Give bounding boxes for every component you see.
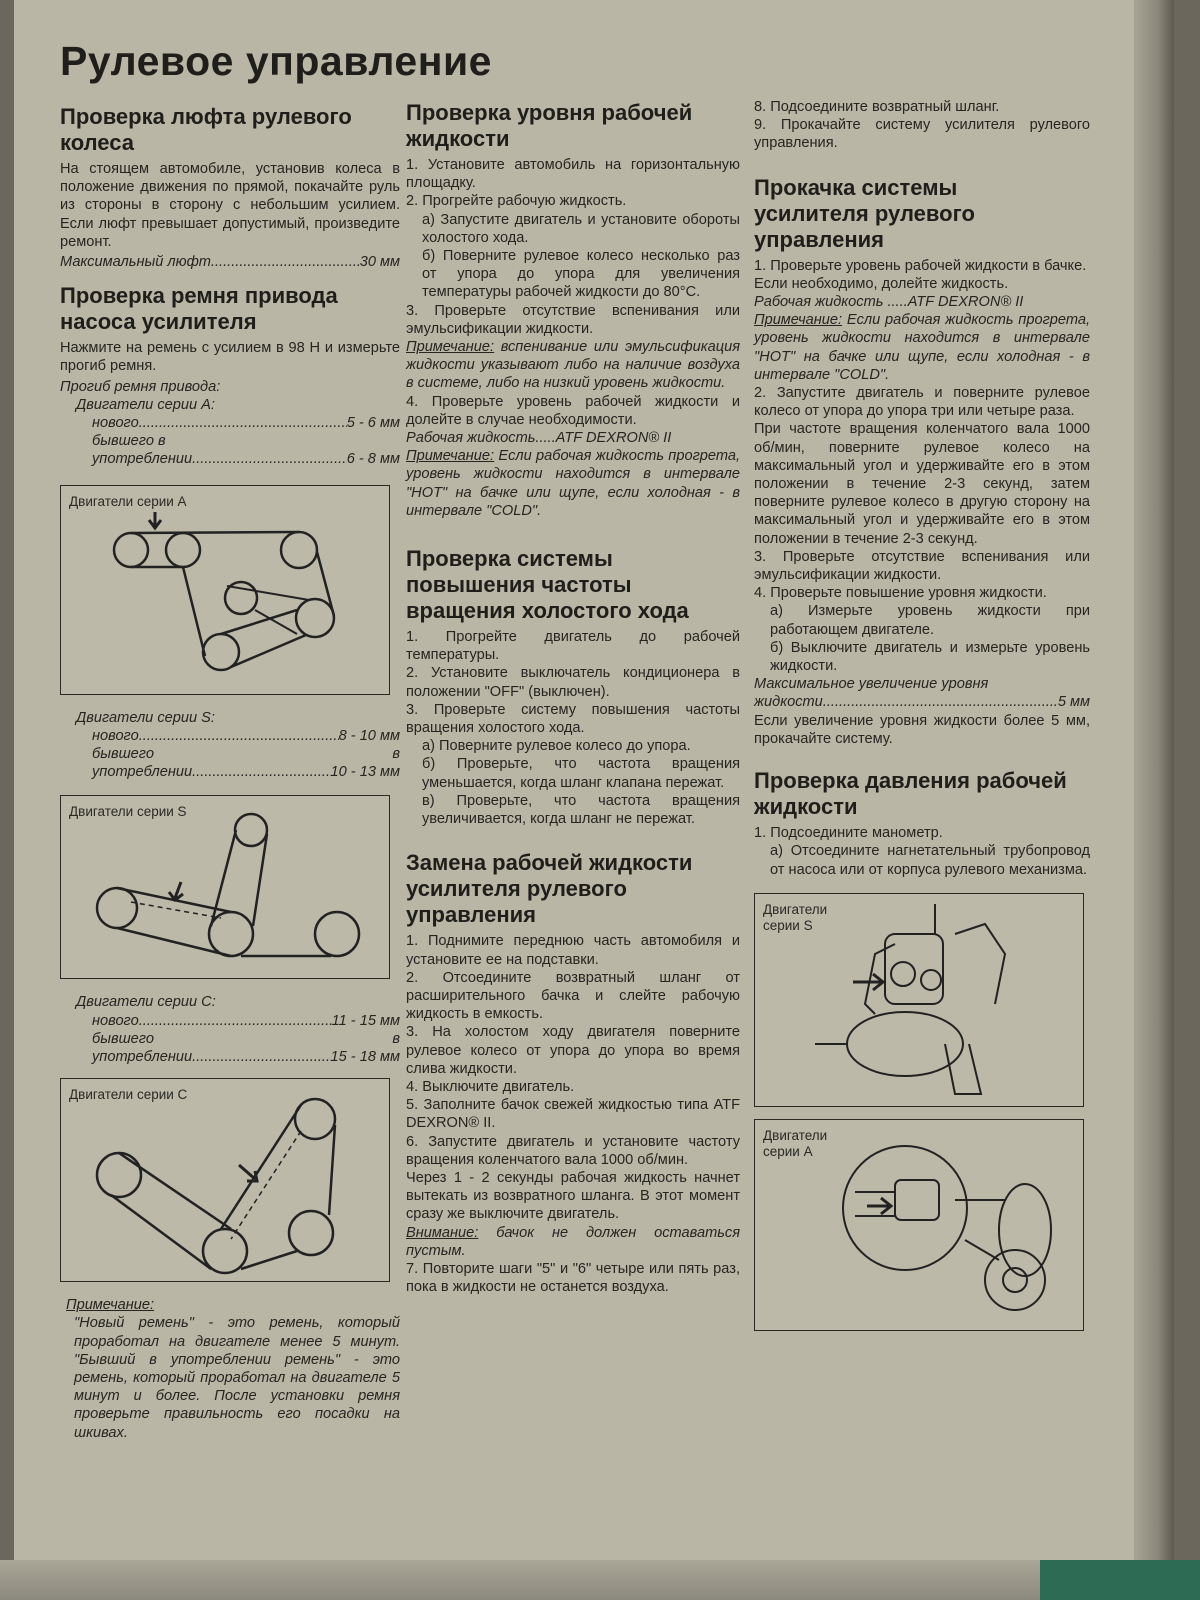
figure-label: Двигатели серии A [69,493,187,509]
belt-drawing [61,1079,389,1281]
spec-label: бывшего [92,1030,154,1047]
belt-diagram-s [60,795,390,979]
note-heading: Примечание: [406,339,495,356]
section-heading: Проверка люфта рулевого колеса [60,104,352,155]
belt-drawing [61,486,389,694]
figure-label-line: серии S [763,917,813,933]
spec-label: нового [92,1012,139,1029]
spec-row [60,450,400,468]
paragraph: 5. Заполните бачок свежей жидкостью типа ATF DEXRON® II. [406,1097,740,1132]
spec-label: Максимальное увеличение уровня [754,676,989,693]
figure-label: Двигатели серии S [69,804,187,820]
column-2 [406,100,740,1296]
paragraph: На стоящем автомобиле, установив колеса в положение движения по прямой, покачайте руль из стороны в сторону с небольшим усилием. Если люфт превышает допустимый, произведите ремонт. [60,161,400,250]
spec-label: жидкости [754,694,823,711]
paragraph: 6. Запустите двигатель и установите частоту вращения коленчатого вала 1000 об/мин. [406,1133,740,1168]
paragraph: Если увеличение уровня жидкости более 5 мм, прокачайте систему. [754,712,1090,747]
paragraph: 8. Подсоедините возвратный шланг. [754,99,1000,115]
spec-label: употреблении [92,764,193,781]
spec-row [60,1030,400,1048]
figure-label-line: Двигатели [763,901,828,917]
paragraph: 4. Выключите двигатель. [406,1078,575,1095]
spec-value: 10 - 13 мм [330,764,400,781]
spec-label: бывшего в [92,433,166,450]
spec-label: бывшего [92,746,154,763]
spec-label: в [392,746,400,763]
paragraph: 1. Поднимите переднюю часть автомобиля и установите ее на подставки. [406,933,740,968]
spec-label: Максимальный люфт [60,254,211,271]
note-heading: Примечание: [754,312,843,329]
paragraph: а) Отсоедините нагнетательный трубопровод от насоса или от корпуса рулевого механизма. [770,843,1090,878]
spec-value: 5 мм [1057,694,1090,711]
paragraph: 1. Подсоедините манометр. [754,825,943,842]
section-heading: Прокачка системы усилителя рулевого управления [754,174,975,252]
paragraph: 3. Проверьте систему повышения частоты вращения холостого хода. [406,701,740,737]
paragraph: б) Проверьте, что частота вращения уменьшается, когда шланг клапана пережат. [422,756,740,791]
paragraph: При частоте вращения коленчатого вала 1000 об/мин, поверните рулевое колесо на максимальный угол и удерживайте его в этом положении в течение 2-3 секунд, затем поверните рулевое колесо в другую сторону на максимальный угол и удерживайте его в этом положении в течение 2-3 секунд. [754,421,1090,547]
paragraph: 4. Проверьте уровень рабочей жидкости и долейте в случае необходимости. [406,393,740,428]
paragraph: а) Измерьте уровень жидкости при работающем двигателе. [770,603,1090,638]
column-1 [60,104,400,1442]
spec-row [60,745,400,763]
note-text: Если рабочая жидкость прогрета, уровень жидкости находится в интервале "HOT" на бачке или щупе, если холодная - в интервале "COLD". [754,312,1090,383]
spec-label: нового [92,415,139,432]
paragraph: 2. Отсоедините возвратный шланг от расширительного бачка и слейте рабочую жидкость в емкость. [406,969,740,1023]
paragraph: 2. Установите выключатель кондиционера в положении "OFF" (выключен). [406,665,740,700]
paragraph: Если необходимо, долейте жидкость. [754,275,1009,292]
figure-label-line: серии A [763,1143,813,1159]
paragraph: Через 1 - 2 секунды рабочая жидкость начнет вытекать из возвратного шланга. В этот момент сразу же выключите двигатель. [406,1169,740,1223]
spec-label: в [392,1030,400,1047]
spec-group-title: Двигатели серии C: [76,994,216,1011]
spec-row [60,1012,400,1030]
paragraph: а) Запустите двигатель и установите обороты холостого хода. [422,211,740,246]
page-shadow [0,1560,1200,1600]
spec-row [60,727,400,745]
belt-drawing [61,796,389,978]
spec-label: нового [92,727,139,744]
note-heading: Примечание: [66,1297,155,1314]
belt-diagram-c [60,1078,390,1282]
paragraph: 1. Прогрейте двигатель до рабочей температуры. [406,629,740,664]
paragraph: 3. Проверьте отсутствие вспенивания или эмульсификации жидкости. [754,548,1090,584]
paragraph: 2. Запустите двигатель и поверните рулевое колесо от упора до упора три или четыре раза. [754,385,1090,420]
spec-label: употреблении [92,451,193,468]
paragraph: 3. На холостом ходу двигателя поверните рулевое колесо от упора до упора во время слива жидкости. [406,1024,740,1077]
paragraph: б) Поверните рулевое колесо несколько раз от упора до упора для увеличения температуры рабочей жидкости до 80°C. [422,248,740,301]
spec-row [60,253,400,271]
spec-value: 11 - 15 мм [331,1012,400,1029]
warning [406,1224,740,1260]
paragraph: в) Проверьте, что частота вращения увеличивается, когда шланг не пережат. [422,792,740,828]
warning-text: бачок не должен оставаться пустым. [406,1224,740,1259]
note-text: "Новый ремень" - это ремень, который проработал на двигателе менее 5 минут. "Бывший в употреблении ремень" - это ремень, который проработал на двигателе 5 минут и более. После установки ремня проверьте правильность его посадки на шкивах. [74,1315,400,1441]
pump-diagram-a [754,1119,1084,1331]
section-heading: Замена рабочей жидкости усилителя рулевого управления [406,850,693,928]
spec-value: ATF DEXRON® II [555,430,672,447]
paragraph: 7. Повторите шаги "5" и "6" четыре или пять раз, пока в жидкости не останется воздуха. [406,1260,740,1296]
cover-edge [1040,1560,1200,1600]
paragraph: 1. Проверьте уровень рабочей жидкости в бачке. [754,257,1087,274]
spec-row [60,763,400,781]
note-text: вспенивание или эмульсификация жидкости указывают либо на наличие воздуха в системе, либо на низкий уровень жидкости. [406,339,740,392]
section-heading: Проверка системы повышения частоты вращения холостого хода [406,546,689,624]
page-title: Рулевое управление [60,38,492,84]
paragraph: 4. Проверьте повышение уровня жидкости. [754,585,1047,602]
pump-diagram-s [754,893,1084,1107]
spec-label: употреблении [92,1049,193,1066]
pump-drawing [755,1120,1083,1330]
paragraph: Нажмите на ремень с усилием в 98 Н и измерьте прогиб ремня. [60,340,400,375]
column-3 [754,98,1090,1331]
spec-row [754,293,1090,311]
note [754,311,1090,384]
paragraph: 2. Прогрейте рабочую жидкость. [406,193,627,210]
spec-value: 6 - 8 мм [346,451,400,468]
note [406,338,740,393]
paragraph: 3. Проверьте отсутствие вспенивания или эмульсификации жидкости. [406,302,740,337]
spec-label: Рабочая жидкость..... [406,430,556,447]
figure-label: Двигатели серии C [69,1087,188,1103]
book-page [14,0,1174,1600]
spec-heading: Прогиб ремня привода: [60,378,221,395]
spec-group-title: Двигатели серии A: [76,396,215,413]
paragraph: 1. Установите автомобиль на горизонтальную площадку. [406,157,740,192]
warning-heading: Внимание: [406,1224,479,1241]
page-edge [1134,0,1174,1600]
spec-row [406,429,740,447]
figure-label-line: Двигатели [763,1127,828,1143]
paragraph: 9. Прокачайте систему усилителя рулевого управления. [754,117,1090,152]
pump-drawing [755,894,1083,1106]
section-heading: Проверка уровня рабочей жидкости [406,100,693,151]
spec-value: 8 - 10 мм [338,727,400,744]
spec-row [754,693,1090,711]
belt-diagram-a [60,485,390,695]
spec-value: 30 мм [359,254,400,271]
section-heading: Проверка давления рабочей жидкости [754,768,1067,820]
spec-value: 15 - 18 мм [330,1049,400,1066]
spec-row [60,1048,400,1066]
spec-value: ATF DEXRON® II [907,294,1024,311]
note-heading: Примечание: [406,448,495,465]
section-heading: Проверка ремня привода насоса усилителя [60,283,338,335]
spec-label: Рабочая жидкость ..... [754,294,908,311]
paragraph: б) Выключите двигатель и измерьте уровень жидкости. [770,639,1090,675]
spec-value: 5 - 6 мм [346,415,400,432]
spec-row [60,414,400,432]
paragraph: а) Поверните рулевое колесо до упора. [422,738,691,755]
note-text: Если рабочая жидкость прогрета, уровень жидкости находится в интервале "HOT" на бачке или щупе, если холодная - в интервале "COLD". [406,448,740,519]
spec-group-title: Двигатели серии S: [76,709,215,726]
note [406,447,740,520]
